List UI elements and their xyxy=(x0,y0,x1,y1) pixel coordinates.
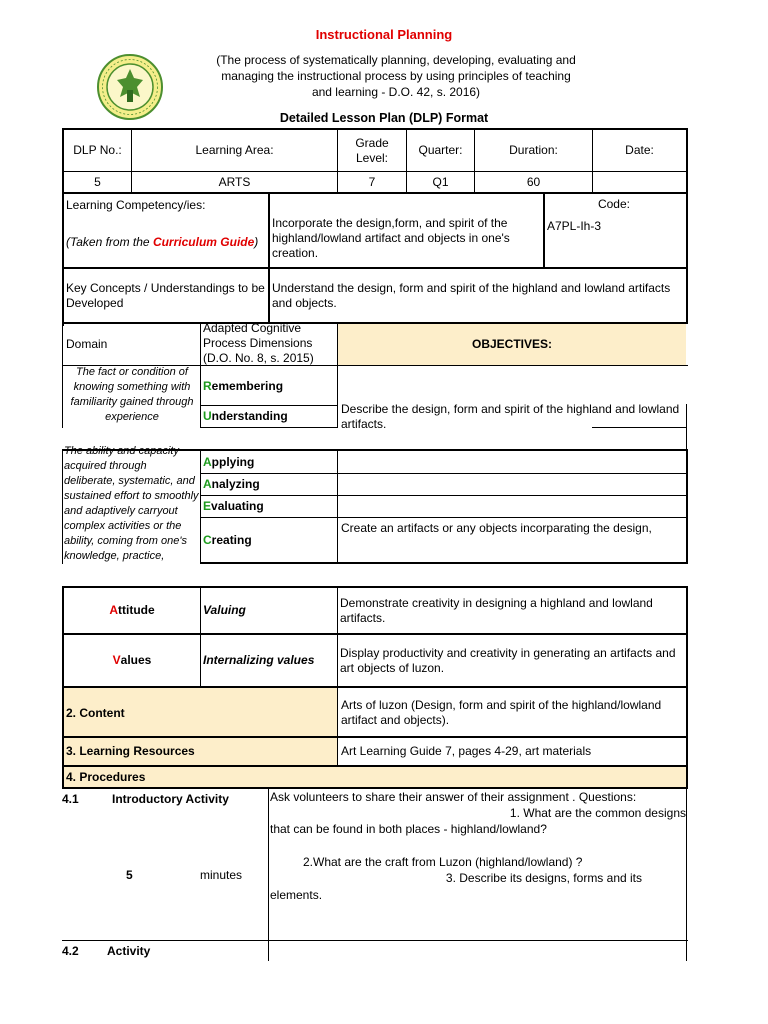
creating-objective: Create an artifacts or any objects incorparating the design, xyxy=(341,521,652,535)
knowledge-description: The fact or condition of knowing something with familiarity gained through experience xyxy=(70,366,194,423)
info-value-duration: 60 xyxy=(526,174,541,189)
objectives-header: OBJECTIVES: xyxy=(471,337,552,351)
key-concepts-label: Key Concepts / Understandings to be Developed xyxy=(66,281,265,310)
competency-label: Learning Competency/ies: xyxy=(66,198,206,212)
intro-question-line-1: Ask volunteers to share their answer of their assignment . Questions: xyxy=(270,790,637,804)
content-text: Arts of luzon (Design, form and spirit of the highland/lowland artifact and objects). xyxy=(341,698,662,727)
intro-activity-minutes: 5 xyxy=(126,868,133,882)
evaluating-label: E valuating xyxy=(203,499,264,513)
info-label-date: Date: xyxy=(625,143,654,157)
intro-question-line-5: 3. Describe its designs, forms and its xyxy=(445,871,642,885)
remembering-label: R emembering xyxy=(203,378,284,393)
activity-label: Activity xyxy=(107,944,151,958)
dlp-format-title: Detailed Lesson Plan (DLP) Format xyxy=(279,111,489,125)
intro-activity-number: 4.1 xyxy=(62,792,79,806)
procedures-label: 4. Procedures xyxy=(66,770,146,784)
resources-label: 3. Learning Resources xyxy=(66,744,195,758)
adapted-dimensions-header: Adapted Cognitive Process Dimensions (D.O. No. 8, s. 2015) xyxy=(203,321,314,365)
key-concepts-text: Understand the design, form and spirit of the highland and lowland artifacts and objects. xyxy=(272,281,671,310)
skills-description: The ability and capacity acquired through deliberate, systematic, and sustained effort to smoothly and adaptively carryout complex activities or the ability, coming from one's knowledge, practice, xyxy=(64,445,199,562)
info-value-learning-area: ARTS xyxy=(218,174,251,189)
competency-text: Incorporate the design,form, and spirit of the highland/lowland artifact and objects in one's creation. xyxy=(272,216,510,260)
page-subtitle: (The process of systematically planning, developing, evaluating and managing the instructional process by using principles of teaching and learning - D.O. 42, s. 2016) xyxy=(216,53,576,99)
intro-question-line-3: that can be found in both places - highland/lowland? xyxy=(270,822,547,836)
info-label-grade-level: Grade Level: xyxy=(355,135,389,165)
intro-activity-label: Introductory Activity xyxy=(112,792,229,806)
intro-activity-unit: minutes xyxy=(200,868,243,882)
code-label: Code: xyxy=(597,197,630,211)
intro-question-line-2: 1. What are the common designs xyxy=(509,806,686,820)
code-value: A7PL-Ih-3 xyxy=(547,219,602,233)
values-label: V alues xyxy=(112,653,152,667)
content-label: 2. Content xyxy=(66,705,125,720)
analyzing-label: A nalyzing xyxy=(203,477,260,491)
values-objective: Display productivity and creativity in generating an artifacts and art objects of luzon. xyxy=(340,645,676,675)
understanding-label: U nderstanding xyxy=(203,409,288,423)
info-label-dlp-no: DLP No.: xyxy=(73,143,122,157)
values-dimension: Internalizing values xyxy=(203,653,315,667)
info-value-date xyxy=(593,172,686,192)
competency-note: (Taken from the Curriculum Guide) xyxy=(66,235,259,249)
applying-label: A pplying xyxy=(203,455,255,469)
info-value-grade-level: 7 xyxy=(368,174,376,189)
knowledge-objective: Describe the design, form and spirit of the highland and lowland artifacts. xyxy=(341,402,680,431)
info-label-duration: Duration: xyxy=(509,143,558,157)
resources-text: Art Learning Guide 7, pages 4-29, art materials xyxy=(341,744,592,758)
attitude-dimension: Valuing xyxy=(203,603,246,617)
creating-label: C reating xyxy=(203,532,252,547)
info-value-quarter: Q1 xyxy=(432,174,449,189)
domain-header: Domain xyxy=(66,337,108,351)
intro-question-line-4: 2.What are the craft from Luzon (highland/lowland) ? xyxy=(303,855,583,869)
intro-question-line-6: elements. xyxy=(270,888,323,902)
attitude-objective: Demonstrate creativity in designing a highland and lowland artifacts. xyxy=(340,595,653,625)
attitude-label: A ttitude xyxy=(109,603,155,617)
info-label-quarter: Quarter: xyxy=(418,143,463,157)
curriculum-guide-link: Curriculum Guide xyxy=(152,235,255,249)
info-value-dlp-no: 5 xyxy=(94,174,101,189)
page-title: Instructional Planning xyxy=(315,27,453,42)
activity-number: 4.2 xyxy=(62,944,79,958)
info-label-learning-area: Learning Area: xyxy=(195,143,274,157)
